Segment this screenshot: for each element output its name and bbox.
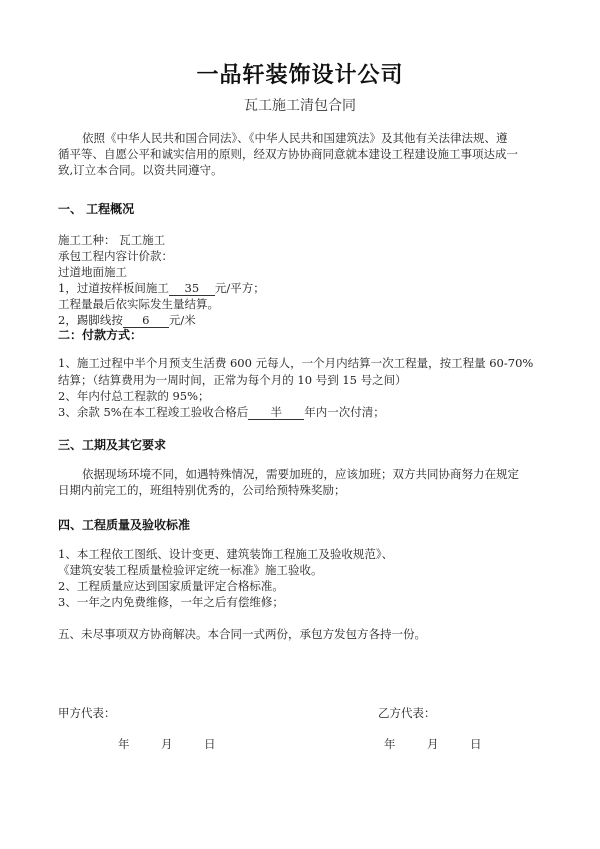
party-a-label: 甲方代表： bbox=[58, 706, 116, 720]
payment-3-prefix: 3、余款 5%在本工程竣工验收合格后 bbox=[58, 405, 249, 419]
payment-3-suffix: 年内一次付清； bbox=[304, 405, 385, 419]
item-2-suffix: 元/米 bbox=[168, 313, 196, 327]
section-5-text: 五、未尽事项双方协商解决。本合同一式两份，承包方发包方各持一份。 bbox=[58, 627, 426, 641]
work-type: 施工工种： 瓦工施工 bbox=[58, 233, 166, 247]
payment-3 bbox=[58, 404, 385, 420]
intro-line-3: 致,订立本合同。以资共同遵守。 bbox=[58, 163, 223, 177]
payment-2: 2、年内付总工程款的 95%； bbox=[58, 389, 210, 403]
payment-1-line-2: 结算；（结算费用为一周时间，正常为每个月的 10 号到 15 号之间） bbox=[58, 373, 407, 387]
quality-2: 2、工程质量应达到国家质量评定合格标准。 bbox=[58, 579, 284, 593]
settle-note: 工程量最后依实际发生量结算。 bbox=[58, 297, 219, 311]
intro-paragraph bbox=[58, 130, 558, 178]
item-1 bbox=[58, 280, 265, 296]
section-3-line-1: 依据现场环境不同，如遇特殊情况，需要加班的，应该加班；双方共同协商努力在规定 bbox=[82, 467, 519, 481]
section-4-heading: 四、工程质量及验收标准 bbox=[58, 518, 191, 532]
item-2-prefix: 2，踢脚线按 bbox=[58, 313, 123, 327]
quality-1: 1、本工程依工图纸、设计变更、建筑装饰工程施工及验收规范》、 bbox=[58, 547, 394, 561]
item-1-suffix: 元/平方； bbox=[214, 281, 265, 295]
party-a-year: 年 bbox=[118, 737, 130, 751]
quality-3: 3、一年之内免费维修，一年之后有偿维修； bbox=[58, 595, 284, 609]
party-b-month: 月 bbox=[427, 737, 439, 751]
ground-work: 过道地面施工 bbox=[58, 265, 127, 279]
section-3-line-2: 日期内前完工的，班组特别优秀的，公司给预特殊奖励； bbox=[58, 483, 346, 497]
party-b-year: 年 bbox=[384, 737, 396, 751]
item-2-value: 6 bbox=[123, 314, 169, 328]
intro-line-2: 循平等、自愿公平和诚实信用的原则，经双方协协商同意就本建设工程建设施工事项达成一 bbox=[58, 147, 518, 161]
item-1-prefix: 1，过道按样板间施工 bbox=[58, 281, 169, 295]
content-label: 承包工程内容计价款： bbox=[58, 249, 173, 263]
contract-title: 瓦工施工清包合同 bbox=[244, 98, 356, 114]
company-name: 一品轩装饰设计公司 bbox=[196, 63, 404, 88]
party-b-day: 日 bbox=[470, 737, 482, 751]
item-1-value: 35 bbox=[169, 282, 215, 296]
party-b-label: 乙方代表： bbox=[378, 706, 436, 720]
intro-line-1: 依照《中华人民共和国合同法》、《中华人民共和国建筑法》及其他有关法律法规、遵 bbox=[82, 131, 508, 145]
payment-3-value: 半 bbox=[248, 406, 304, 420]
section-3-body bbox=[58, 466, 558, 498]
quality-1-cont: 《建筑安装工程质量检验评定统一标准》施工验收。 bbox=[58, 563, 323, 577]
section-3-heading: 三、工期及其它要求 bbox=[58, 438, 167, 452]
section-1-heading: 一、 工程概况 bbox=[58, 202, 135, 216]
party-a-month: 月 bbox=[161, 737, 173, 751]
section-2-heading: 二：付款方式： bbox=[58, 328, 143, 342]
payment-1-line-1: 1、施工过程中半个月预支生活费 600 元每人，一个月内结算一次工程量，按工程量 60-70% bbox=[58, 356, 534, 370]
party-a-day: 日 bbox=[204, 737, 216, 751]
